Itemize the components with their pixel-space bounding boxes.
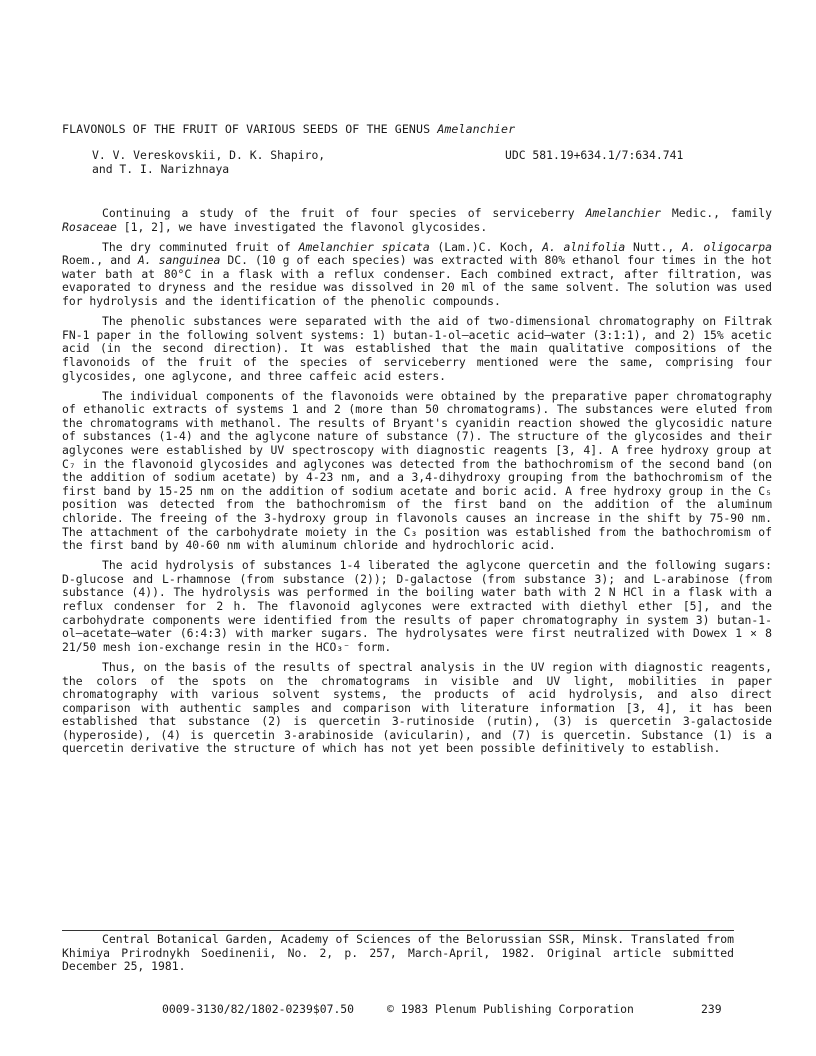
udc-code: UDC 581.19+634.1/7:634.741 bbox=[505, 148, 684, 162]
paragraph-intro bbox=[62, 207, 772, 234]
paragraph-hydrolysis: The acid hydrolysis of substances 1-4 liberated the aglycone quercetin and the following sugars: D-glucose and L-rhamnose (from substance (2)); D-galactose (from substance 3); and L-arabinose (from substance (4)). The hydrolysis was performed in the boiling water bath with 2 N HCl in a flask with a reflux condenser for 2 h. The flavonoid aglycones were extracted with diethyl ether [5], and the carbohydrate components were identified from the results of paper chromatography in system 3) butan-1-ol–acetate–water (6:4:3) with marker sugars. The hydrolysates were first neutralized with Dowex 1 × 8 21/50 mesh ion-exchange resin in the HCO₃⁻ form. bbox=[62, 558, 772, 654]
italic-run: Amelanchier spicata bbox=[298, 239, 430, 254]
title-main: FLAVONOLS OF THE FRUIT OF VARIOUS SEEDS OF THE GENUS bbox=[62, 122, 431, 136]
italic-run: Amelanchier bbox=[585, 206, 661, 220]
italic-run: A. oligocarpa bbox=[681, 239, 772, 254]
page-number: 239 bbox=[701, 1002, 722, 1016]
paragraph-separation: The phenolic substances were separated with the aid of two-dimensional chromatography on Filtrak FN-1 paper in the following solvent systems: 1) butan-1-ol–acetic acid–water (3:1:1), and 2) 15% acetic acid (in the second direction). It was established that the main qualitative compositions of the flavonoids of the fruit of the species of serviceberry mentioned were the same, comprising four glycosides, one aglycone, and three caffeic acid esters. bbox=[62, 314, 772, 383]
italic-run: A. alnifolia bbox=[542, 239, 626, 254]
paragraph-extraction bbox=[62, 241, 772, 309]
article-title bbox=[62, 123, 762, 137]
author-list bbox=[92, 149, 325, 176]
paragraph-conclusion: Thus, on the basis of the results of spectral analysis in the UV region with diagnostic reagents, the colors of the spots on the chromatograms in visible and UV light, mobilities in paper chromatography with various solvent systems, the products of acid hydrolysis, and also direct comparison with authentic samples and comparison with literature information [3, 4], it has been established that substance (2) is quercetin 3-rutinoside (rutin), (3) is quercetin 3-galactoside (hyperoside), (4) is quercetin 3-arabinoside (avicularin), and (7) is quercetin. Substance (1) is a quercetin derivative the structure of which has not yet been possible definitively to establish. bbox=[62, 659, 772, 756]
text-run: [1, 2], we have investigated the flavonol glycosides. bbox=[116, 219, 488, 234]
italic-run: Rosaceae bbox=[62, 219, 117, 234]
footnote-divider bbox=[62, 930, 734, 931]
article-body bbox=[62, 207, 772, 763]
affiliation-footnote: Central Botanical Garden, Academy of Sciences of the Belorussian SSR, Minsk. Translated from Khimiya Prirodnykh Soedinenii, No. 2, p. 257, March-April, 1982. Original article submitted December 25, 1981. bbox=[62, 932, 734, 974]
text-run: Medic., family bbox=[661, 206, 772, 220]
text-run: Roem., and bbox=[62, 253, 138, 268]
text-run: DC. (10 g of each species) was extracted with 80% ethanol four times in the hot water bath at 80°C in a flask with a reflux condenser. Each combined extract, after filtration, was evaporated to dryness and the residue was dissolved in 20 ml of the same solvent. The solution was used for hydrolysis and the identification of the phenolic compounds. bbox=[62, 253, 773, 309]
page-footer bbox=[62, 1003, 742, 1017]
journal-code: 0009-3130/82/1802-0239$07.50 bbox=[162, 1002, 355, 1016]
authors-line-2: and T. I. Narizhnaya bbox=[92, 161, 230, 176]
italic-run: A. sanguinea bbox=[137, 253, 221, 268]
text-run: (Lam.)C. Koch, bbox=[429, 239, 543, 254]
authors-line-1: V. V. Vereskovskii, D. K. Shapiro, bbox=[92, 148, 326, 162]
copyright-line: © 1983 Plenum Publishing Corporation bbox=[387, 1002, 634, 1016]
paragraph-components: The individual components of the flavonoids were obtained by the preparative paper chromatography of ethanolic extracts of systems 1 and 2 (more than 50 chromatograms). The substances were eluted from the chromatograms with methanol. The results of Bryant's cyanidin reaction showed the glycosidic nature of substances (1-4) and the aglycone nature of substance (7). The structure of the glycosides and their aglycones were established by UV spectroscopy with diagnostic reagents [3, 4]. A free hydroxy group at C₇ in the flavonoid glycosides and aglycones was detected from the bathochromism of the second band (on the addition of sodium acetate) by 4-23 nm, and a 3,4-dihydroxy grouping from the bathochromism of the first band by 15-25 nm on the addition of sodium acetate and boric acid. A free hydroxy group in the C₅ position was detected from the bathochromism of the first band on the addition of the aluminum chloride. The freeing of the 3-hydroxy group in flavonols causes an increase in the shift by 75-90 nm. The attachment of the carbohydrate moiety in the C₃ position was established from the bathochromism of the first band by 40-60 nm with aluminum chloride and hydrochloric acid. bbox=[62, 388, 772, 553]
text-run: Continuing a study of the fruit of four species of serviceberry bbox=[102, 206, 586, 220]
title-genus: Amelanchier bbox=[437, 122, 516, 136]
text-run: Nutt., bbox=[625, 239, 682, 254]
text-run: The dry comminuted fruit of bbox=[102, 239, 299, 254]
